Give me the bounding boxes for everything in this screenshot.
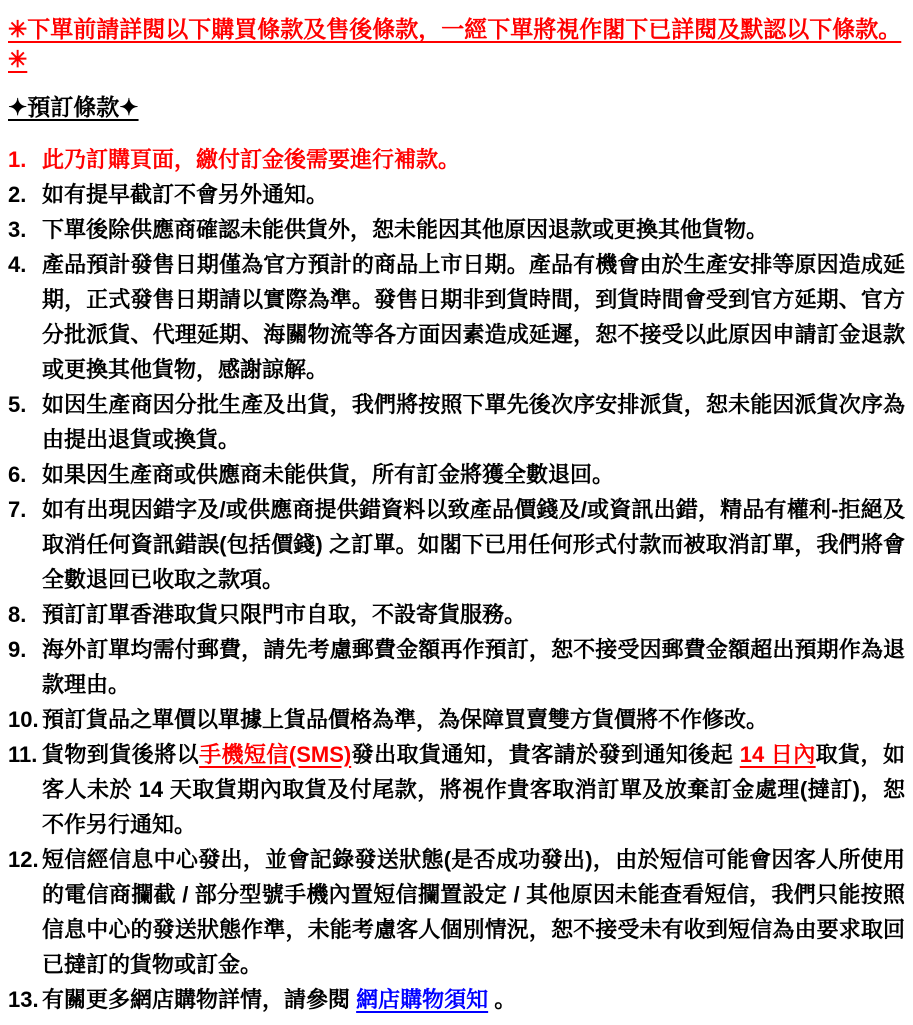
term-item <box>8 177 905 212</box>
term-number: 2. <box>8 182 27 207</box>
term-number: 7. <box>8 497 27 522</box>
term-number: 5. <box>8 392 27 417</box>
term-text-segment: 短信經信息中心發出，並會記錄發送狀態(是否成功發出)，由於短信可能會因客人所使用的電信商攔截 / 部分型號手機內置短信攔置設定 / 其他原因未能查看短信，我們只能按照信息中心的發送狀態作準，未能考慮客人個別情況，恕不接受未有收到短信為由要求取回已撻訂的貨物或訂金。 <box>42 847 905 977</box>
term-number: 1. <box>8 147 27 172</box>
term-text <box>42 632 905 702</box>
term-number: 11. <box>8 742 38 767</box>
term-text-segment: 手機短信(SMS) <box>199 742 352 767</box>
term-text-segment: 14 日內 <box>739 742 816 767</box>
term-text-segment: 如有出現因錯字及/或供應商提供錯資料以致產品價錢及/或資訊出錯，精品有權利-拒絕及取消任何資訊錯誤(包括價錢) 之訂單。如閣下已用任何形式付款而被取消訂單，我們將會全數退回已收取之款項。 <box>42 497 905 592</box>
term-text-segment: 有關更多網店購物詳情，請參閱 <box>42 987 357 1012</box>
term-text-segment: 貨物到貨後將以 <box>42 742 200 767</box>
term-item <box>8 702 905 737</box>
term-item <box>8 212 905 247</box>
term-text-segment: 如有提早截訂不會另外通知。 <box>42 182 329 207</box>
section-title: ✦預訂條款✦ <box>8 94 139 120</box>
term-text <box>42 702 905 737</box>
term-item <box>8 387 905 457</box>
term-item <box>8 842 905 982</box>
term-text <box>42 247 905 387</box>
pre-order-warning-banner <box>8 14 905 74</box>
term-text <box>42 177 905 212</box>
term-text-segment: 。 <box>488 987 517 1012</box>
term-number: 13. <box>8 987 39 1012</box>
pre-order-warning-text: ✳下單前請詳閱以下購買條款及售後條款，一經下單將視作閣下已詳閱及默認以下條款。 ✳ <box>8 16 902 72</box>
term-text-segment: 預訂訂單香港取貨只限門市自取，不設寄貨服務。 <box>42 602 527 627</box>
term-text-segment: 此乃訂購頁面，繳付訂金後需要進行補款。 <box>42 147 461 172</box>
store-shopping-guide-link[interactable]: 網店購物須知 <box>356 987 489 1012</box>
term-text <box>42 737 905 842</box>
term-number: 8. <box>8 602 27 627</box>
term-text-segment: 如果因生產商或供應商未能供貨，所有訂金將獲全數退回。 <box>42 462 615 487</box>
term-number: 4. <box>8 252 27 277</box>
term-text-segment: 產品預計發售日期僅為官方預計的商品上市日期。產品有機會由於生產安排等原因造成延期，正式發售日期請以實際為準。發售日期非到貨時間，到貨時間會受到官方延期、官方分批派貨、代理延期、海關物流等各方面因素造成延遲，恕不接受以此原因申請訂金退款或更換其他貨物，感謝諒解。 <box>42 252 905 382</box>
term-text-segment: 如因生產商因分批生產及出貨，我們將按照下單先後次序安排派貨，恕未能因派貨次序為由提出退貨或換貨。 <box>42 392 905 452</box>
term-number: 12. <box>8 847 39 872</box>
term-item <box>8 247 905 387</box>
term-item <box>8 142 905 177</box>
term-text <box>42 492 905 597</box>
term-number: 9. <box>8 637 27 662</box>
term-text-segment: 海外訂單均需付郵費，請先考慮郵費金額再作預訂，恕不接受因郵費金額超出預期作為退款理由。 <box>42 637 905 697</box>
term-text <box>42 212 905 247</box>
term-item <box>8 457 905 492</box>
term-text <box>42 387 905 457</box>
term-text-segment: 發出取貨通知，貴客請於發到通知後起 <box>351 742 740 767</box>
term-number: 10. <box>8 707 39 732</box>
term-text-segment: 取貨，如客人未於 14 天取貨期內取貨及付尾款，將視作貴客取消訂單及放棄訂金處理(撻訂)，恕不作另行通知。 <box>42 742 905 837</box>
term-text-segment: 預訂貨品之單價以單據上貨品價格為準，為保障買賣雙方貨價將不作修改。 <box>42 707 769 732</box>
term-item <box>8 982 905 1017</box>
term-item <box>8 492 905 597</box>
term-text <box>42 457 905 492</box>
terms-list <box>8 142 905 1017</box>
section-title-row <box>8 92 905 122</box>
term-text <box>42 142 905 177</box>
term-item <box>8 632 905 702</box>
term-text-segment: 下單後除供應商確認未能供貨外，恕未能因其他原因退款或更換其他貨物。 <box>42 217 769 242</box>
term-item <box>8 597 905 632</box>
term-number: 6. <box>8 462 27 487</box>
term-item <box>8 737 905 842</box>
term-number: 3. <box>8 217 27 242</box>
term-text <box>42 597 905 632</box>
term-text <box>42 982 905 1017</box>
term-text <box>42 842 905 982</box>
